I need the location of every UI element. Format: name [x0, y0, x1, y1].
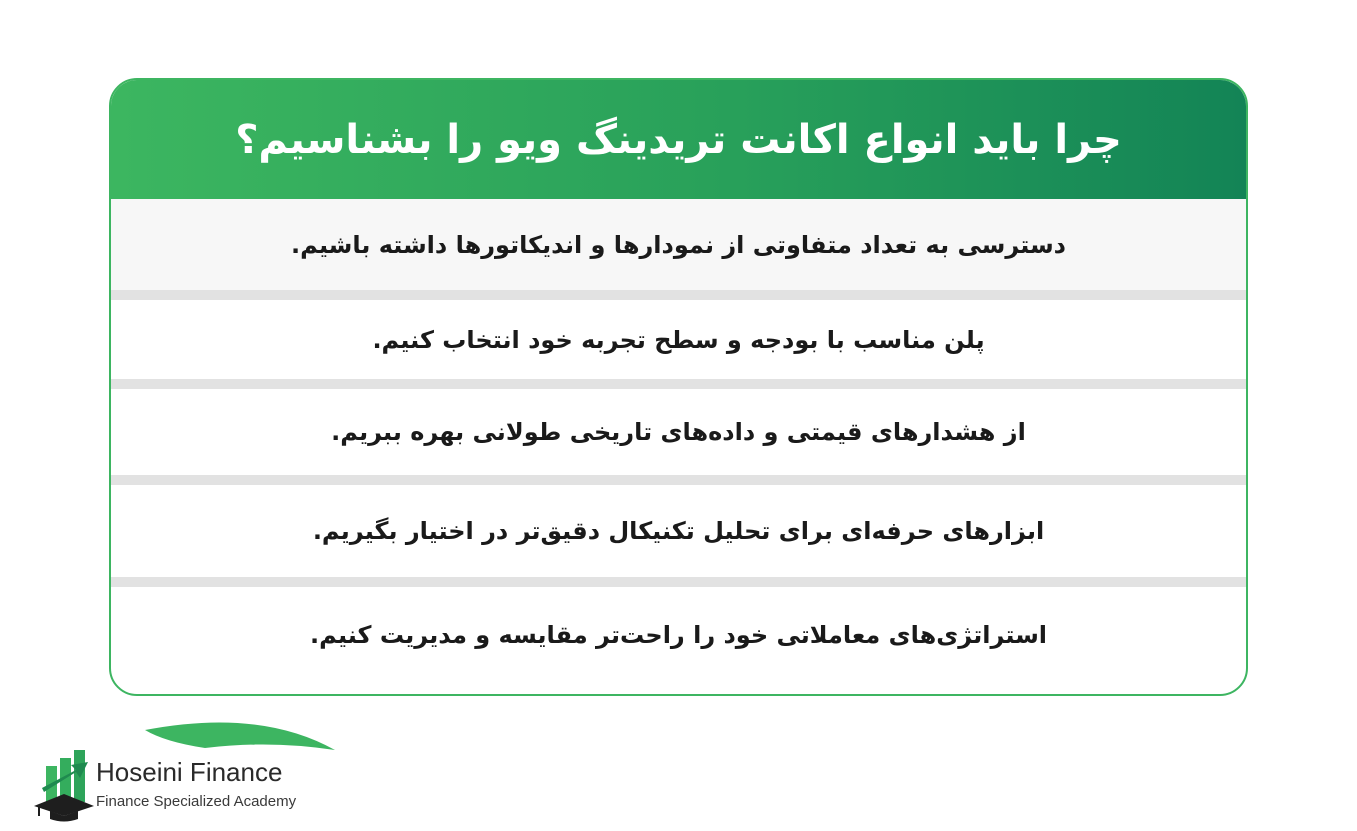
leaf-swoosh [145, 722, 335, 750]
list-item-text: پلن مناسب با بودجه و سطح تجربه خود انتخاب کنیم. [372, 325, 985, 354]
divider [111, 475, 1246, 485]
brand-name: Hoseini Finance [96, 757, 283, 787]
list-item [111, 300, 1246, 379]
list-item-text: ابزارهای حرفه‌ای برای تحلیل تکنیکال دقیق‌تر در اختیار بگیریم. [312, 517, 1045, 545]
list-item-text: از هشدارهای قیمتی و داده‌های تاریخی طولانی بهره ببریم. [331, 418, 1026, 446]
card-title: چرا باید انواع اکانت تریدینگ ویو را بشناسیم؟ [235, 116, 1122, 163]
brand-tagline: Finance Specialized Academy [96, 793, 297, 810]
list-item [111, 485, 1246, 577]
reasons-list [111, 199, 1246, 694]
divider [111, 379, 1246, 389]
list-item [111, 199, 1246, 290]
divider [111, 290, 1246, 300]
list-item [111, 587, 1246, 682]
list-item-text: استراتژی‌های معاملاتی خود را راحت‌تر مقایسه و مدیریت کنیم. [310, 620, 1048, 649]
divider [111, 577, 1246, 587]
logo-cap-tassel [38, 806, 40, 816]
info-card [109, 78, 1248, 696]
card-header [111, 80, 1246, 199]
list-item-text: دسترسی به تعداد متفاوتی از نمودارها و اندیکاتورها داشته باشیم. [291, 230, 1066, 259]
list-item [111, 389, 1246, 475]
